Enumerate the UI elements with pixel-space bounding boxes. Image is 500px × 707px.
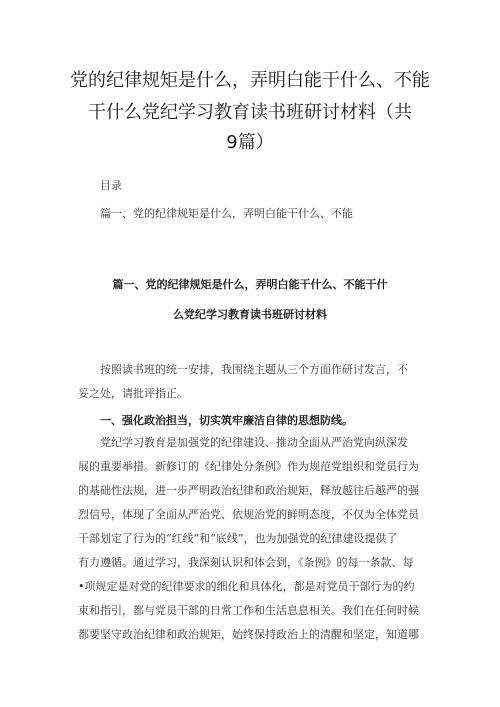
- body-line-5: 干部划定了行为的“红线”和“底线”，也为加强党的纪律建设提供了: [78, 532, 398, 545]
- intro-line-1: 按照读书班的统一安排，我围绕主题从三个方面作研讨发言，不: [100, 363, 408, 376]
- body-line-6: 有力遵循。通过学习，我深刻认识和体会到，《条例》的每一条款、每: [78, 556, 414, 569]
- body-line-2: 展的重要举措。新修订的《纪律处分条例》作为规范党组织和党员行为: [78, 460, 419, 473]
- body-line-7: •项规定是对党的纪律要求的细化和具体化，都是对党员干部行为的约: [78, 580, 415, 593]
- document-title-line-1: 党的纪律规矩是什么，弄明白能干什么、不能: [70, 70, 430, 91]
- toc-item-1[interactable]: 篇一、党的纪律规矩是什么，弄明白能干什么、不能: [100, 207, 353, 220]
- section-title-line-2: 么党纪学习教育读书班研讨材料: [173, 308, 327, 321]
- toc-heading: 目录: [100, 179, 122, 192]
- intro-line-2: 妥之处，请批评指正。: [78, 387, 188, 400]
- body-line-9: 都要坚守政治纪律和政治规矩，始终保持政治上的清醒和坚定，知道哪: [78, 628, 419, 641]
- body-line-1: 党纪学习教育是加强党的纪律建设、推动全面从严治党向纵深发: [100, 436, 408, 449]
- body-line-3: 的基础性法规，进一步严明政治纪律和政治规矩，释放越往后越严的强: [78, 484, 419, 497]
- body-line-4: 烈信号，体现了全面从严治党、依规治党的鲜明态度，不仅为全体党员: [78, 508, 419, 521]
- document-title-line-2: 干什么党纪学习教育读书班研讨材料（共: [88, 102, 412, 123]
- body-line-8: 束和指引，都与党员干部的日常工作和生活息息相关。我们在任何时候: [78, 604, 419, 617]
- section-title-line-1: 篇一、党的纪律规矩是什么，弄明白能干什么、不能干什: [112, 278, 388, 291]
- section-heading-1: 一、强化政治担当，切实筑牢廉洁自律的思想防线。: [100, 414, 353, 427]
- document-title-line-3: 9篇）: [226, 132, 274, 153]
